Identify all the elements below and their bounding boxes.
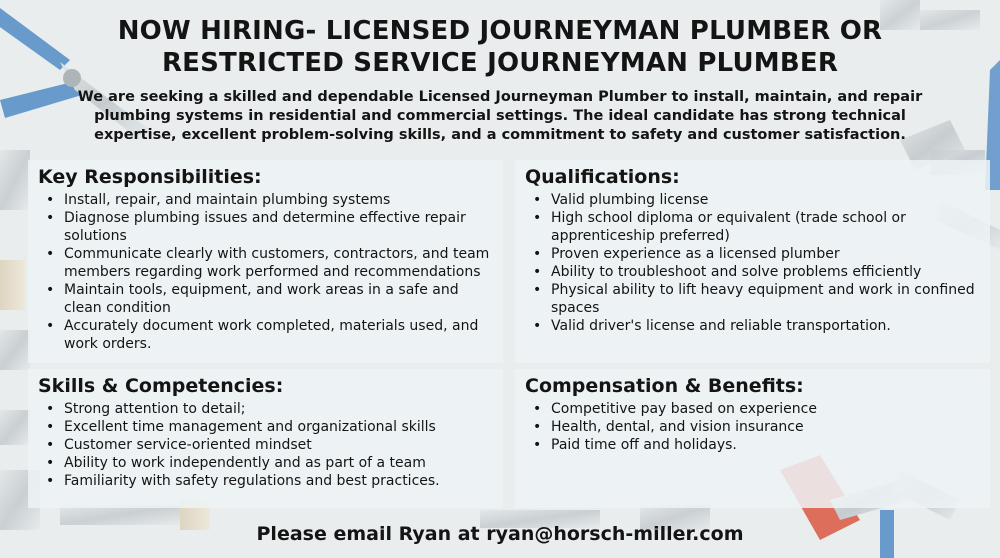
list-item: • Physical ability to lift heavy equipment and work in confined spaces xyxy=(543,281,980,317)
page-title-line-1: NOW HIRING- LICENSED JOURNEYMAN PLUMBER OR xyxy=(117,16,883,46)
list-item: • Ability to troubleshoot and solve problems efficiently xyxy=(543,263,980,281)
compensation-panel xyxy=(515,369,990,508)
list-item: • Accurately document work completed, materials used, and work orders. xyxy=(56,317,493,353)
compensation-list xyxy=(525,400,980,454)
section-heading: Compensation & Benefits: xyxy=(525,375,804,397)
skills-panel xyxy=(28,369,503,508)
list-item: • Communicate clearly with customers, contractors, and team members regarding work performed and recommendations xyxy=(56,245,493,281)
contact-line: Please email Ryan at ryan@horsch-miller.com xyxy=(256,523,744,545)
list-item: • Competitive pay based on experience xyxy=(543,400,980,418)
responsibilities-panel xyxy=(28,160,503,363)
list-item: • Proven experience as a licensed plumber xyxy=(543,245,980,263)
responsibilities-list xyxy=(38,191,493,353)
section-heading: Skills & Competencies: xyxy=(38,375,284,397)
section-heading: Qualifications: xyxy=(525,166,680,188)
list-item: • Ability to work independently and as part of a team xyxy=(56,454,493,472)
list-item: • Valid plumbing license xyxy=(543,191,980,209)
list-item: • Maintain tools, equipment, and work areas in a safe and clean condition xyxy=(56,281,493,317)
list-item: • Valid driver's license and reliable transportation. xyxy=(543,317,980,335)
section-heading: Key Responsibilities: xyxy=(38,166,262,188)
intro-paragraph: We are seeking a skilled and dependable Licensed Journeyman Plumber to install, maintain, and repair plumbing systems in residential and commercial settings. The ideal candidate has strong technical expertise, excellent problem-solving skills, and a commitment to safety and customer satisfaction. xyxy=(77,89,923,143)
list-item: • Health, dental, and vision insurance xyxy=(543,418,980,436)
list-item: • Strong attention to detail; xyxy=(56,400,493,418)
list-item: • Familiarity with safety regulations and best practices. xyxy=(56,472,493,490)
list-item: • Diagnose plumbing issues and determine effective repair solutions xyxy=(56,209,493,245)
page-title-line-2: RESTRICTED SERVICE JOURNEYMAN PLUMBER xyxy=(161,48,839,78)
qualifications-panel xyxy=(515,160,990,363)
list-item: • Excellent time management and organizational skills xyxy=(56,418,493,436)
list-item: • High school diploma or equivalent (trade school or apprenticeship preferred) xyxy=(543,209,980,245)
list-item: • Customer service-oriented mindset xyxy=(56,436,493,454)
qualifications-list xyxy=(525,191,980,335)
list-item: • Paid time off and holidays. xyxy=(543,436,980,454)
skills-list xyxy=(38,400,493,490)
list-item: • Install, repair, and maintain plumbing systems xyxy=(56,191,493,209)
